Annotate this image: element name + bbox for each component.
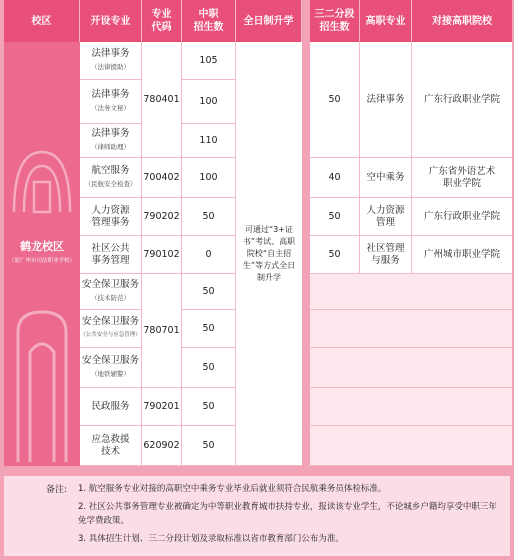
major-cell: 法律事务 （律师助理） <box>80 124 142 158</box>
major-cell: 社区公共 事务管理 <box>80 236 142 274</box>
code-cell: 790201 <box>142 388 182 426</box>
major-cell: 安全保卫服务 （地铁辅警） <box>80 348 142 388</box>
sanerfen-num-cell: 50 <box>310 42 360 158</box>
major-cell: 航空服务 （民航安全检查） <box>80 158 142 198</box>
code-cell: 620902 <box>142 426 182 466</box>
empty-row <box>310 426 512 466</box>
campus-name: 鹤龙校区 <box>20 240 64 253</box>
sanerfen-num-cell: 40 <box>310 158 360 198</box>
quota-cell: 50 <box>182 426 236 466</box>
major-cell: 法律事务 （法务文秘） <box>80 80 142 124</box>
note-1: 1. 航空服务专业对接的高职空中乘务专业毕业后就业须符合民航乘务员体检标准。 <box>78 484 387 494</box>
quota-cell: 105 <box>182 42 236 80</box>
major-cell: 安全保卫服务 （公共安全与应急管理） <box>80 310 142 348</box>
sanerfen-num-cell: 50 <box>310 198 360 236</box>
quota-cell: 50 <box>182 348 236 388</box>
header-higher-major: 高职专业 <box>360 0 412 42</box>
code-cell: 780701 <box>142 274 182 388</box>
code-cell: 780401 <box>142 42 182 158</box>
college-cell: 广东行政职业学院 <box>412 42 512 158</box>
sanerfen-num-cell: 50 <box>310 236 360 274</box>
campus-column <box>4 42 80 466</box>
header-code: 专业 代码 <box>142 0 182 42</box>
higher-major-cell: 法律事务 <box>360 42 412 158</box>
major-cell: 法律事务 （法律援助） <box>80 42 142 80</box>
code-cell: 790202 <box>142 198 182 236</box>
code-cell: 790102 <box>142 236 182 274</box>
header-college: 对接高职院校 <box>412 0 512 42</box>
major-cell: 安全保卫服务 （技术防范） <box>80 274 142 310</box>
header-fulltime: 全日制升学 <box>236 0 302 42</box>
empty-row <box>310 310 512 348</box>
higher-major-cell: 社区管理 与服务 <box>360 236 412 274</box>
quota-cell: 100 <box>182 80 236 124</box>
quota-cell: 110 <box>182 124 236 158</box>
header-sanerfen: 三二分段 招生数 <box>310 0 360 42</box>
quota-cell: 50 <box>182 274 236 310</box>
major-cell: 民政服务 <box>80 388 142 426</box>
building-emblem-icon <box>4 132 80 222</box>
empty-row <box>310 388 512 426</box>
major-cell: 人力资源 管理事务 <box>80 198 142 236</box>
code-cell: 700402 <box>142 158 182 198</box>
header-campus: 校区 <box>4 0 80 42</box>
fulltime-note-cell: 可通过“3+证书”考试、高职院校“自主招生”等方式全日制升学 <box>236 42 302 466</box>
campus-subtitle: （原广州市司法职业学校） <box>8 258 75 264</box>
higher-major-cell: 人力资源 管理 <box>360 198 412 236</box>
notes-label: 备注: <box>46 485 68 495</box>
header-major: 开设专业 <box>80 0 142 42</box>
note-3: 3. 具体招生计划、三二分段计划及录取标准以省市教育部门公布为准。 <box>78 534 344 544</box>
quota-cell: 50 <box>182 198 236 236</box>
empty-row <box>310 348 512 388</box>
college-cell: 广东省外语艺术 职业学院 <box>412 158 512 198</box>
pillar-decoration-icon <box>4 292 80 462</box>
quota-cell: 50 <box>182 310 236 348</box>
college-cell: 广州城市职业学院 <box>412 236 512 274</box>
college-cell: 广东行政职业学院 <box>412 198 512 236</box>
header-quota: 中职 招生数 <box>182 0 236 42</box>
note-2: 2. 社区公共事务管理专业被确定为中等职业教育城市扶持专业，报读该专业学生，不论城乡户籍均享受中职三年免学费政策。 <box>78 502 497 526</box>
major-cell: 应急救援 技术 <box>80 426 142 466</box>
empty-row <box>310 274 512 310</box>
quota-cell: 50 <box>182 388 236 426</box>
higher-major-cell: 空中乘务 <box>360 158 412 198</box>
quota-cell: 0 <box>182 236 236 274</box>
quota-cell: 100 <box>182 158 236 198</box>
